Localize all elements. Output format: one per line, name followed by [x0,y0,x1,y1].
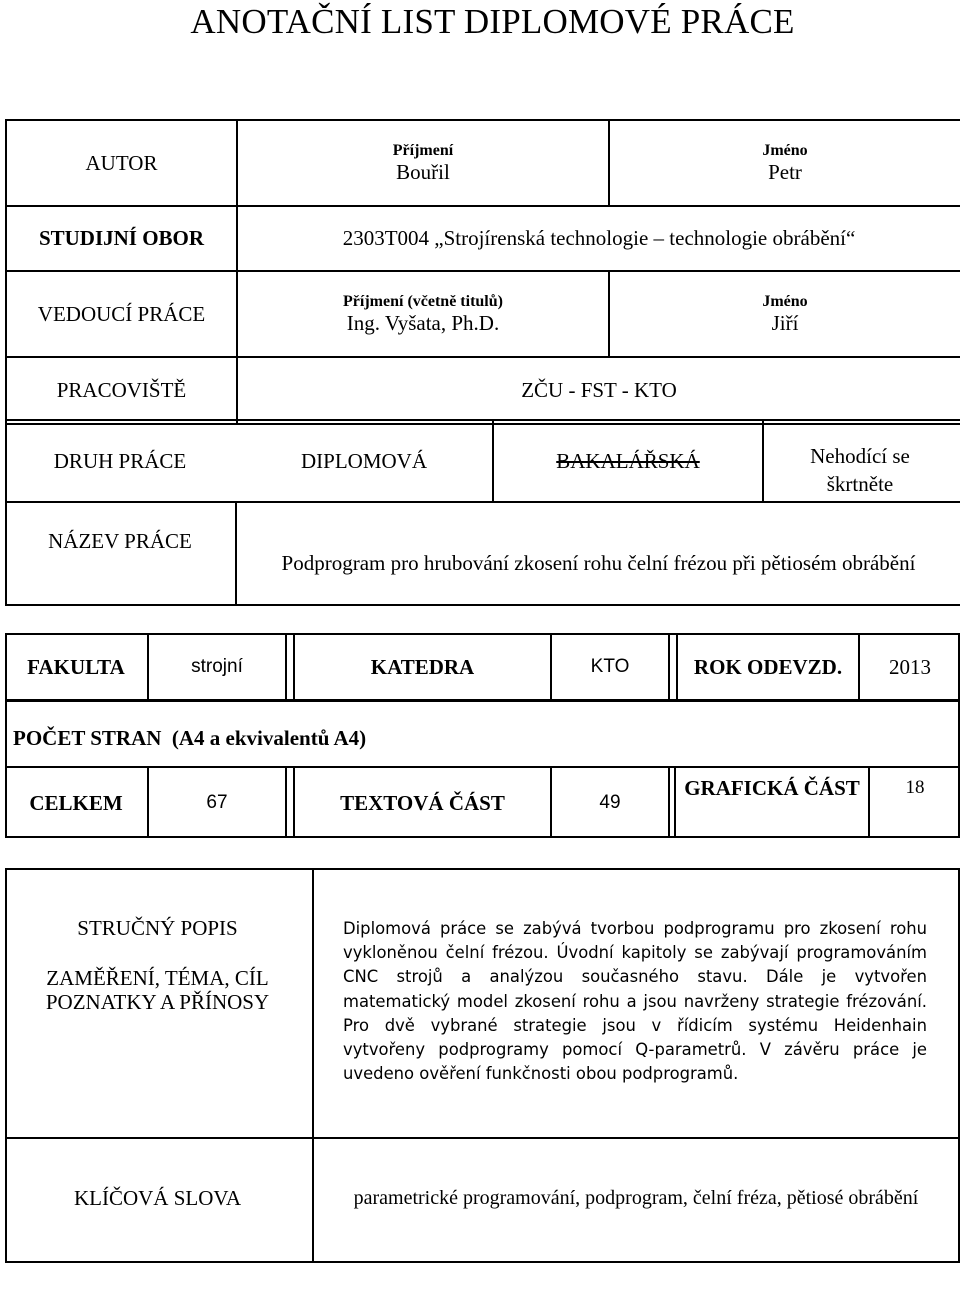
textova-value: 49 [599,792,621,813]
autor-name-cell [609,120,960,206]
textova-label: TEXTOVÁ ČÁST [340,790,505,815]
autor-label: AUTOR [6,120,237,206]
katedra-value: KTO [590,656,630,677]
druh-option-diplomova: DIPLOMOVÁ [301,448,427,473]
katedra-label: KATEDRA [370,654,475,679]
autor-surname-caption: Příjmení [392,142,454,159]
page-title: ANOTAČNÍ LIST DIPLOMOVÉ PRÁCE [190,2,795,41]
vedouci-surname: Ing. Vyšata, Ph.D. [346,311,500,335]
nazev-label: NÁZEV PRÁCE [48,528,192,553]
vedouci-surname-cell [237,271,609,357]
fakulta-label: FAKULTA [27,654,125,679]
obor-label: STUDIJNÍ OBOR [6,206,237,271]
keywords-label: KLÍČOVÁ SLOVA [73,1185,242,1210]
obor-value: 2303T004 „Strojírenská technologie – technologie obrábění“ [237,206,960,271]
celkem-label: CELKEM [29,790,123,815]
pages-heading: POČET STRAN (A4 a ekvivalentů A4) [13,726,367,750]
autor-name-caption: Jméno [762,142,808,159]
rok-label: ROK ODEVZD. [693,654,843,679]
pracoviste-label: PRACOVIŠTĚ [6,357,237,424]
summary-label-2: ZAMĚŘENÍ, TÉMA, CÍL POZNATKY A PŘÍNOSY [45,966,270,1014]
druh-label: DRUH PRÁCE [53,448,187,473]
vedouci-surname-caption: Příjmení (včetně titulů) [343,293,503,310]
fakulta-value: strojní [191,656,243,677]
rok-value: 2013 [889,654,931,679]
autor-name: Petr [768,160,802,184]
vedouci-name-caption: Jméno [762,293,808,310]
vedouci-name: Jiří [771,311,799,335]
graficka-label: GRAFICKÁ ČÁST [684,775,860,800]
info-table [5,119,960,425]
autor-surname: Bouřil [396,160,450,184]
keywords-value: parametrické programování, podprogram, čelní fréza, pětiosé obrábění [353,1186,919,1209]
nazev-value: Podprogram pro hrubování zkosení rohu čelní frézou při pětiosém obrábění [281,550,916,575]
celkem-value: 67 [206,792,228,813]
autor-surname-cell [237,120,609,206]
vedouci-label: VEDOUCÍ PRÁCE [6,271,237,357]
pracoviste-value: ZČU - FST - KTO [237,357,960,424]
summary-text: Diplomová práce se zabývá tvorbou podprogramu pro zkosení rohu vykloněnou čelní frézou. Úvodní kapitoly se zabývají programováním CNC strojů a analýzou současného stavu. Dále je vytvořen matematický model zkosení rohu a jsou navrženy strategie frézování. Pro dvě vybrané strategie jsou v řídicím systému Heidenhain vytvořeny podprogramy pomocí Q-parametrů. V závěru práce je uvedeno ověření funkčnosti obou podprogramů. [343,919,927,1084]
druh-option-bakalarska: BAKALÁŘSKÁ [556,448,700,473]
graficka-value: 18 [905,777,925,798]
druh-note: Nehodící se škrtněte [810,444,910,496]
vedouci-name-cell [609,271,960,357]
summary-label-1: STRUČNÝ POPIS [77,916,238,940]
